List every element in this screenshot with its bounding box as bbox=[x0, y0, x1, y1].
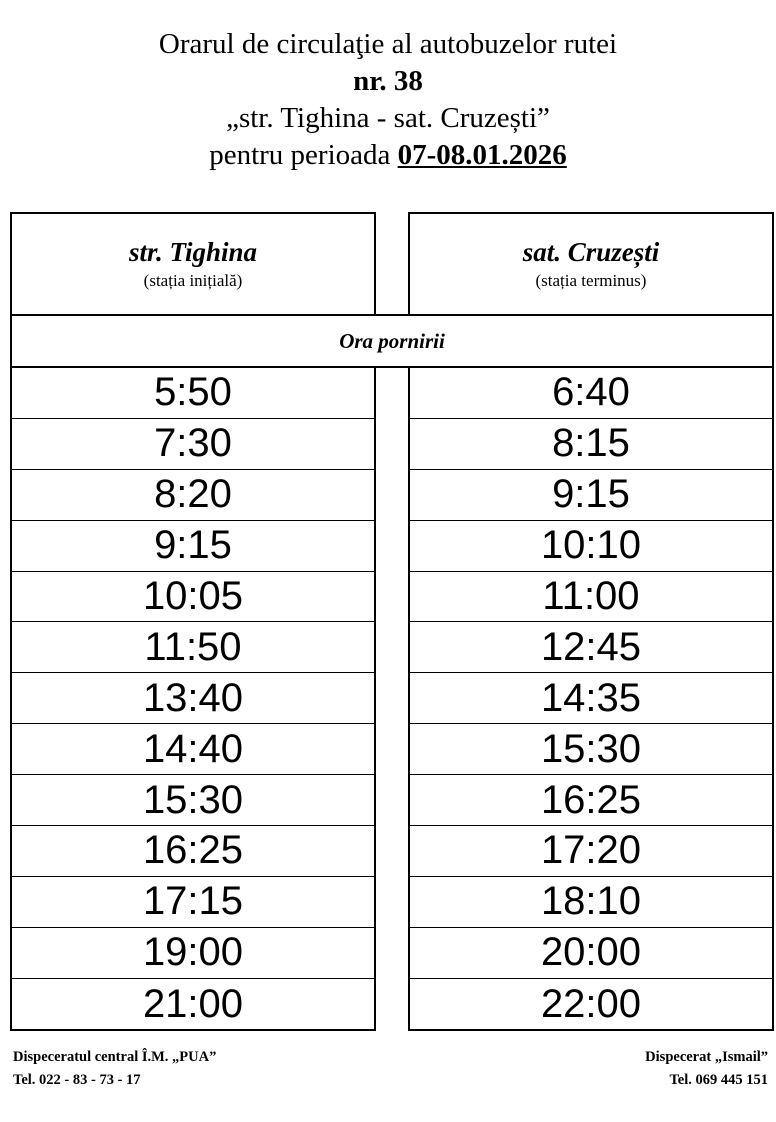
departure-time-cell: 15:30 bbox=[12, 775, 374, 826]
departure-time-cell: 8:15 bbox=[410, 419, 772, 470]
central-dispatcher-name: Dispeceratul central Î.M. „PUA” bbox=[13, 1049, 217, 1065]
terminus-departures-column bbox=[408, 366, 774, 1031]
column-header-terminus bbox=[408, 212, 774, 316]
departure-time-cell: 8:20 bbox=[12, 470, 374, 521]
departure-time-cell: 12:45 bbox=[410, 622, 772, 673]
departure-time-cell: 17:20 bbox=[410, 826, 772, 877]
departure-time-cell: 13:40 bbox=[12, 673, 374, 724]
departure-time-cell: 21:00 bbox=[142, 981, 244, 1026]
period-prefix: pentru perioada bbox=[209, 139, 398, 171]
departure-time-cell: 18:10 bbox=[410, 877, 772, 928]
departure-time-cell: 16:25 bbox=[410, 775, 772, 826]
departure-time-label: Ora pornirii bbox=[10, 314, 774, 368]
terminus-stop-name: sat. Cruzești bbox=[522, 237, 660, 267]
route-number: nr. 38 bbox=[353, 65, 423, 97]
departure-time-cell: 22:00 bbox=[540, 981, 642, 1026]
start-departures-column bbox=[10, 366, 376, 1031]
terminus-stop-role: (stația terminus) bbox=[535, 271, 647, 290]
departure-time-cell: 9:15 bbox=[410, 470, 772, 521]
period-dates: 07-08.01.2026 bbox=[397, 139, 567, 171]
route-name: „str. Tighina - sat. Cruzești” bbox=[226, 102, 550, 134]
page-title: Orarul de circulaţie al autobuzelor rutei bbox=[158, 28, 618, 60]
departure-time-cell: 20:00 bbox=[410, 928, 772, 979]
departure-time-cell: 19:00 bbox=[12, 928, 374, 979]
schedule-header bbox=[0, 26, 776, 174]
departure-time-cell: 9:15 bbox=[12, 521, 374, 572]
departure-time-cell: 14:40 bbox=[12, 724, 374, 775]
period-line bbox=[0, 137, 776, 174]
departure-time-cell: 11:50 bbox=[12, 622, 374, 673]
footer-ismail-dispatcher bbox=[645, 1046, 768, 1092]
column-header-start bbox=[10, 212, 376, 316]
start-stop-name: str. Tighina bbox=[128, 237, 258, 267]
departure-time-cell: 14:35 bbox=[410, 673, 772, 724]
ismail-dispatcher-phone: Tel. 069 445 151 bbox=[669, 1072, 768, 1088]
footer-central-dispatcher bbox=[13, 1046, 216, 1092]
departure-time-cell: 17:15 bbox=[12, 877, 374, 928]
ismail-dispatcher-name: Dispecerat „Ismail” bbox=[645, 1049, 768, 1065]
departure-time-cell: 10:05 bbox=[12, 572, 374, 623]
departure-time-cell: 10:10 bbox=[410, 521, 772, 572]
departure-time-cell: 15:30 bbox=[410, 724, 772, 775]
start-stop-role: (stația inițială) bbox=[143, 271, 243, 290]
departure-time-cell: 16:25 bbox=[12, 826, 374, 877]
departure-time-cell: 11:00 bbox=[410, 572, 772, 623]
departure-time-cell: 5:50 bbox=[12, 368, 374, 419]
departure-time-cell: 7:30 bbox=[12, 419, 374, 470]
central-dispatcher-phone: Tel. 022 - 83 - 73 - 17 bbox=[13, 1072, 141, 1088]
departure-time-cell: 6:40 bbox=[410, 368, 772, 419]
